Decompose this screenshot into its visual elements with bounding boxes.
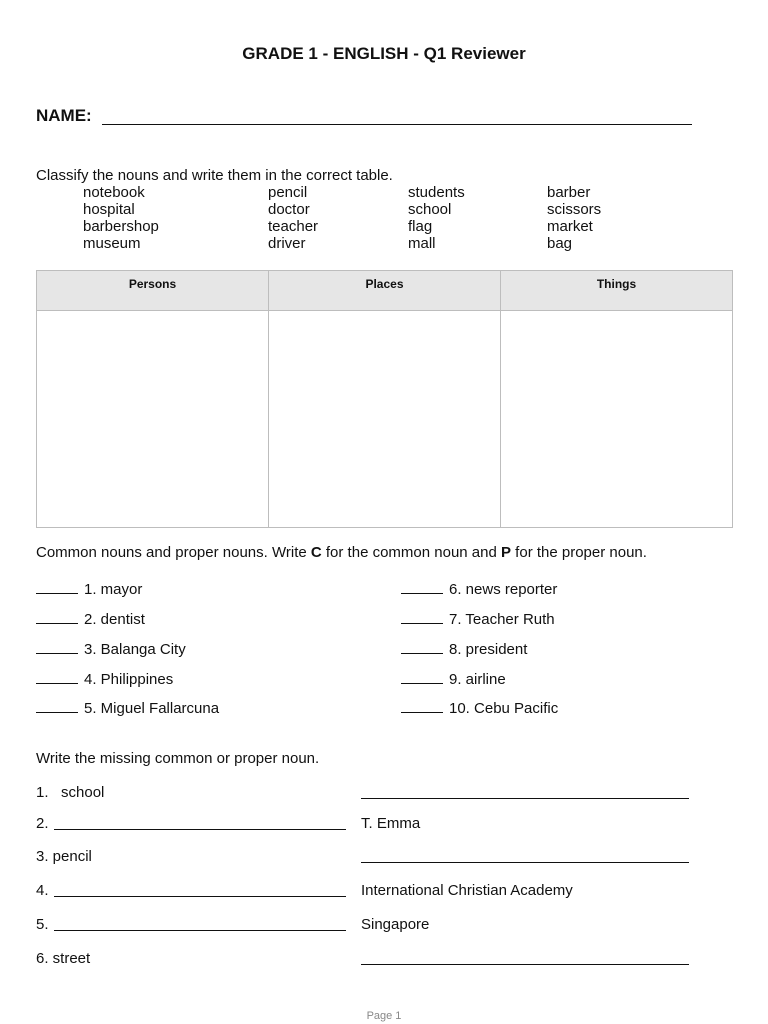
answer-blank[interactable] [36, 609, 78, 624]
answer-blank[interactable] [36, 639, 78, 654]
missing-noun-instruction: Write the missing common or proper noun. [36, 750, 320, 767]
answer-blank[interactable] [36, 669, 78, 684]
row-left-text: 4. [36, 882, 49, 899]
row-left-text: 5. [36, 916, 49, 933]
instruction-text: for the common noun and [321, 544, 501, 561]
answer-line[interactable] [361, 862, 689, 863]
page-number: Page 1 [366, 1010, 402, 1022]
list-item [401, 639, 527, 658]
noun-word: doctor [268, 201, 310, 218]
answer-line[interactable] [54, 896, 346, 897]
noun-word: driver [268, 235, 306, 252]
item-text: 3. Balanga City [84, 641, 186, 658]
item-text: 10. Cebu Pacific [449, 700, 559, 717]
header-things: Things [501, 271, 733, 311]
noun-word: teacher [268, 218, 319, 235]
noun-word: school [408, 201, 452, 218]
item-text: 1. mayor [84, 581, 143, 598]
noun-word: students [408, 184, 465, 201]
noun-word: barber [547, 184, 591, 201]
noun-column-4 [547, 184, 601, 252]
common-proper-instruction [36, 544, 647, 561]
noun-column-3 [408, 184, 465, 252]
letter-p: P [501, 544, 512, 561]
classify-instruction: Classify the nouns and write them in the correct table. [36, 167, 393, 184]
persons-answer-cell[interactable] [37, 311, 269, 528]
item-text: 8. president [449, 641, 528, 658]
list-item [36, 579, 142, 598]
noun-word: scissors [547, 201, 602, 218]
item-text: 4. Philippines [84, 671, 174, 688]
answer-line[interactable] [361, 798, 689, 799]
answer-blank[interactable] [36, 579, 78, 594]
places-answer-cell[interactable] [269, 311, 501, 528]
list-item [401, 669, 506, 688]
answer-blank[interactable] [401, 579, 443, 594]
list-item [36, 639, 186, 658]
list-item [401, 698, 558, 717]
answer-blank[interactable] [401, 609, 443, 624]
item-text: 9. airline [449, 671, 506, 688]
classify-table [36, 270, 733, 528]
instruction-text: for the proper noun. [511, 544, 647, 561]
answer-blank[interactable] [401, 669, 443, 684]
item-text: 6. news reporter [449, 581, 558, 598]
row-left-text: 2. [36, 815, 49, 832]
item-text: 2. dentist [84, 611, 145, 628]
instruction-text: Common nouns and proper nouns. Write [36, 544, 311, 561]
list-item [401, 609, 555, 628]
answer-line[interactable] [54, 930, 346, 931]
answer-line[interactable] [361, 964, 689, 965]
row-left-text: 6. street [36, 950, 91, 967]
letter-c: C [310, 544, 322, 561]
noun-word: flag [408, 218, 433, 235]
page-title: GRADE 1 - ENGLISH - Q1 Reviewer [242, 44, 526, 63]
header-persons: Persons [37, 271, 269, 311]
noun-word: museum [83, 235, 141, 252]
list-item [36, 698, 219, 717]
noun-column-2 [268, 184, 318, 252]
noun-word: pencil [268, 184, 308, 201]
row-left-text: 1. school [36, 784, 105, 801]
list-item [36, 669, 173, 688]
list-item [36, 609, 145, 628]
noun-word: market [547, 218, 593, 235]
noun-word: barbershop [83, 218, 159, 235]
item-text: 5. Miguel Fallarcuna [84, 700, 220, 717]
header-places: Places [269, 271, 501, 311]
row-left-text: 3. pencil [36, 848, 92, 865]
name-label: NAME: [36, 106, 92, 125]
noun-word: hospital [83, 201, 135, 218]
item-text: 7. Teacher Ruth [449, 611, 555, 628]
noun-word: bag [547, 235, 573, 252]
answer-blank[interactable] [401, 698, 443, 713]
row-right-text: International Christian Academy [361, 882, 573, 899]
row-right-text: Singapore [361, 916, 430, 933]
noun-column-1 [83, 184, 159, 252]
answer-blank[interactable] [36, 698, 78, 713]
things-answer-cell[interactable] [501, 311, 733, 528]
noun-word: mall [408, 235, 436, 252]
answer-blank[interactable] [401, 639, 443, 654]
row-right-text: T. Emma [361, 815, 421, 832]
noun-word: notebook [83, 184, 145, 201]
answer-line[interactable] [54, 829, 346, 830]
list-item [401, 579, 557, 598]
name-input-line[interactable] [102, 124, 692, 125]
